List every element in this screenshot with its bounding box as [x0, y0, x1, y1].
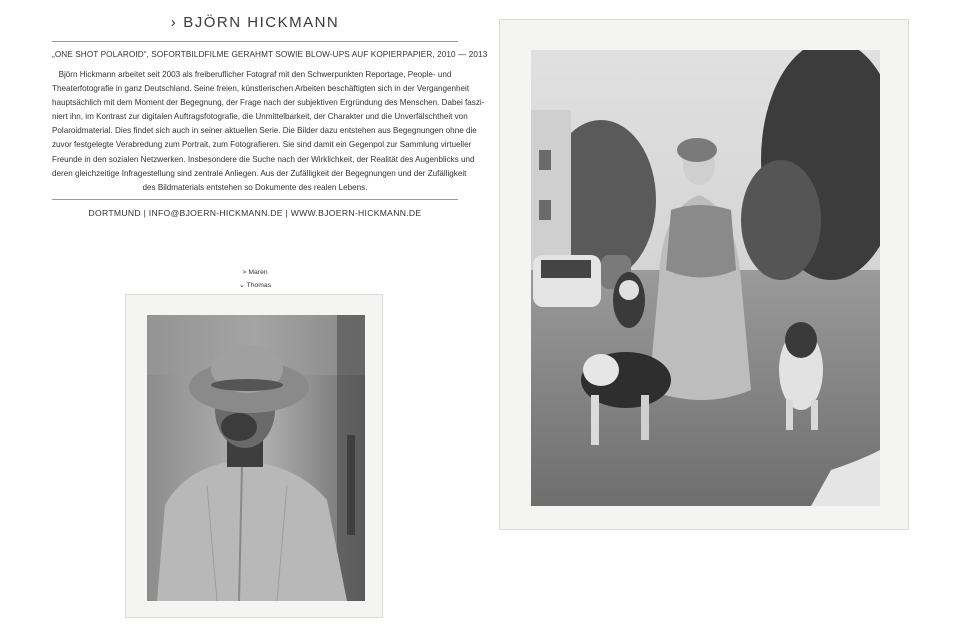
statement-line: zuvor festgelegte Verabredung zum Portrait, zum Fotografieren. Sie sind damit ein Gegenpol zur Sammlung virtueller [52, 140, 472, 150]
statement-line: deren gleichzeitige Infragestellung sind zentrale Anliegen. Aus der Zufälligkeit der Begegnungen und der Zufälligkeit [52, 168, 467, 178]
chevron-right-icon: › [170, 14, 178, 31]
contact-line[interactable]: DORTMUND | INFO@BJOERN-HICKMANN.DE | WWW.BJOERN-HICKMANN.DE [88, 208, 422, 218]
statement-line: hauptsächlich mit dem Moment der Begegnung, der Frage nach der subjektiven Ergründung des Menschen. Dabei faszi- [52, 98, 485, 108]
statement-line: niert ihn, im Kontrast zur digitalen Auftragsfotografie, die Unmittelbarkeit, der Charakter und die Unverfälschtheit von [52, 112, 468, 122]
statement-line: Polaroidmaterial. Dies findet sich auch in seiner aktuellen Serie. Die Bilder dazu entstehen aus Begegnungen ohne die [52, 126, 477, 136]
artist-statement [52, 68, 485, 195]
chevron-right-icon: > [242, 269, 247, 276]
statement-line: Freunde in den sozialen Netzwerken. Insbesondere die Suche nach der Wirklichkeit, der Realität des Augenblicks und [52, 154, 475, 164]
polaroid-maren[interactable] [500, 20, 908, 529]
portrait-photo [147, 315, 365, 601]
street-image [531, 50, 880, 506]
page-title [52, 14, 458, 31]
divider-bottom [52, 199, 458, 200]
nav-item-label: Thomas [246, 282, 272, 289]
polaroid-thomas[interactable] [126, 295, 382, 617]
statement-line: Björn Hickmann arbeitet seit 2003 als freiberuflicher Fotograf mit den Schwerpunkten Reportage, People- und [58, 70, 452, 79]
nav-item-label: Maren [248, 269, 268, 276]
statement-line: Theaterfotografie in ganz Deutschland. Seine freien, künstlerischen Arbeiten beschäftigten sich in der Vergangenheit [52, 84, 470, 94]
divider-top [52, 41, 458, 42]
nav-item-maren[interactable] [205, 266, 305, 279]
street-photo [531, 50, 880, 506]
page-title-text: BJÖRN HICKMANN [183, 14, 340, 31]
series-title: „ONE SHOT POLAROID“, SOFORTBILDFILME GERAHMT SOWIE BLOW-UPS AUF KOPIERPAPIER, 2010 — 2013 [52, 50, 488, 59]
gallery-nav [205, 266, 305, 292]
nav-item-thomas[interactable] [205, 279, 305, 292]
statement-line: des Bildmaterials entstehen so Dokumente des realen Lebens. [142, 182, 368, 192]
chevron-down-icon: ⌄ [238, 282, 245, 289]
portrait-image [147, 315, 365, 601]
